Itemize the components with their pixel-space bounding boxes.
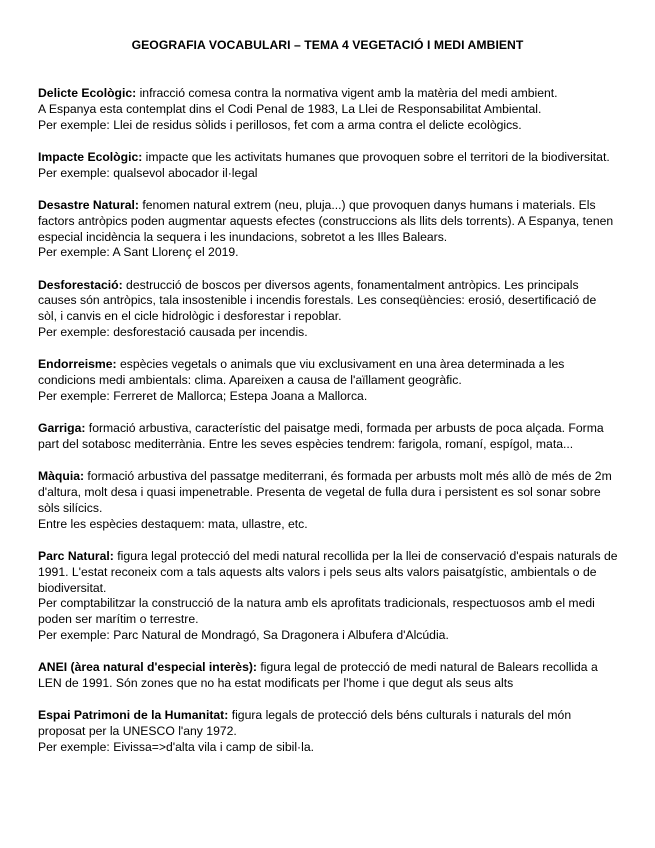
vocabulary-entry [38,421,618,453]
entry-line: Per comptabilitzar la construcció de la natura amb els aprofitats tradicionals, respectuosos amb el medi poden ser marítim o terrestre. [38,596,595,627]
entry-example: Per exemple: qualsevol abocador il·legal [38,165,258,180]
entry-text: formació arbustiva, característic del paisatge medi, formada per arbusts de poca alçada. Forma part del sotabosc mediterrània. Entre les seves espècies tendrem: farigola, romaní, espígol, mata... [38,421,604,452]
entry-term: Impacte Ecològic: [38,149,143,164]
entry-text: espècies vegetals o animals que viu exclusivament en una àrea determinada a les condicions medi ambientals: clima. Apareixen a causa de l'aïllament geogràfic. [38,357,565,388]
vocabulary-entry [38,357,618,404]
entry-definition [38,357,618,389]
vocabulary-entry [38,278,618,341]
vocabulary-entry [38,150,618,182]
entry-text: infracció comesa contra la normativa vigent amb la matèria del medi ambient. [136,86,558,100]
entry-definition [38,421,618,453]
entry-term: Espai Patrimoni de la Humanitat: [38,708,229,723]
entry-definition [38,278,618,325]
vocabulary-entry [38,660,618,692]
entry-definition [38,549,618,596]
entry-example: Per exemple: Eivissa=>d'alta vila i camp de sibil·la. [38,740,314,754]
entry-line: A Espanya esta contemplat dins el Codi Penal de 1983, La Llei de Responsabilitat Ambiental. [38,101,542,116]
entry-text: figura legals de protecció dels béns culturals i naturals del món proposat per la UNESCO l'any 1972. [38,708,572,739]
entry-term: Garriga: [38,421,86,436]
entry-example: Per exemple: Parc Natural de Mondragó, Sa Dragonera i Albufera d'Alcúdia. [38,628,449,643]
entry-term: Desastre Natural: [38,197,139,212]
vocabulary-entry [38,86,618,133]
entry-definition [38,708,618,740]
entry-text: formació arbustiva del passatge mediterrani, és formada per arbusts molt més allò de més de 2m d'altura, molt desa i quasi impenetrable. Presenta de vegetal de fulla dura i persistent es sol sonar sobre sòls silícics. [38,469,612,515]
vocabulary-entry [38,708,618,755]
entry-example: Per exemple: desforestació causada per incendis. [38,325,308,340]
entry-term: Màquia: [38,469,85,484]
entry-definition [38,198,618,245]
vocabulary-entry [38,549,618,644]
vocabulary-list [38,86,618,772]
vocabulary-entry [38,198,618,261]
entry-term: Endorreisme: [38,357,117,372]
entry-example: Entre les espècies destaquem: mata, ullastre, etc. [38,516,308,531]
entry-definition [38,469,618,516]
entry-text: destrucció de boscos per diversos agents, fonamentalment antròpics. Les principals causes són antròpics, tala insostenible i incendis forestals. Les conseqüències: erosió, desertificació de sòl, i canvis en el cicle hidrològic i desforestar i repoblar. [38,277,597,324]
entry-text: figura legal de protecció de medi natural de Balears recollida a LEN de 1991. Són zones que no ha estat modificats per l'home i que degut als seus alts [38,660,598,691]
entry-example: Per exemple: Llei de residus sòlids i perillosos, fet com a arma contra el delicte ecològics. [38,117,522,132]
entry-text: fenomen natural extrem (neu, pluja...) que provoquen danys humans i materials. Els factors antròpics poden augmentar aquests efectes (construccions als llits dels torrents). A Espanya, tenen especial incidència la sequera i les inundacions, sobretot a les Illes Balears. [38,197,614,244]
entry-term: ANEI (àrea natural d'especial interès): [38,660,257,675]
entry-example: Per exemple: Ferreret de Mallorca; Estepa Joana a Mallorca. [38,388,368,403]
entry-text: figura legal protecció del medi natural recollida per la llei de conservació d'espais naturals de 1991. L'estat reconeix com a tals aquests alts valors i pels seus alts valors paisatgístic, ambientals o de biodiversitat. [38,549,618,595]
entry-definition [38,86,618,102]
entry-term: Desforestació: [38,277,123,292]
entry-definition [38,660,618,692]
vocabulary-entry [38,469,618,532]
entry-text: impacte que les activitats humanes que provoquen sobre el territori de la biodiversitat. [142,149,610,164]
entry-term: Parc Natural: [38,549,114,564]
entry-example: Per exemple: A Sant Llorenç el 2019. [38,245,239,260]
entry-definition [38,150,618,166]
entry-term: Delicte Ecològic: [38,86,137,100]
document-title: GEOGRAFIA VOCABULARI – TEMA 4 VEGETACIÓ I MEDI AMBIENT [131,38,524,52]
